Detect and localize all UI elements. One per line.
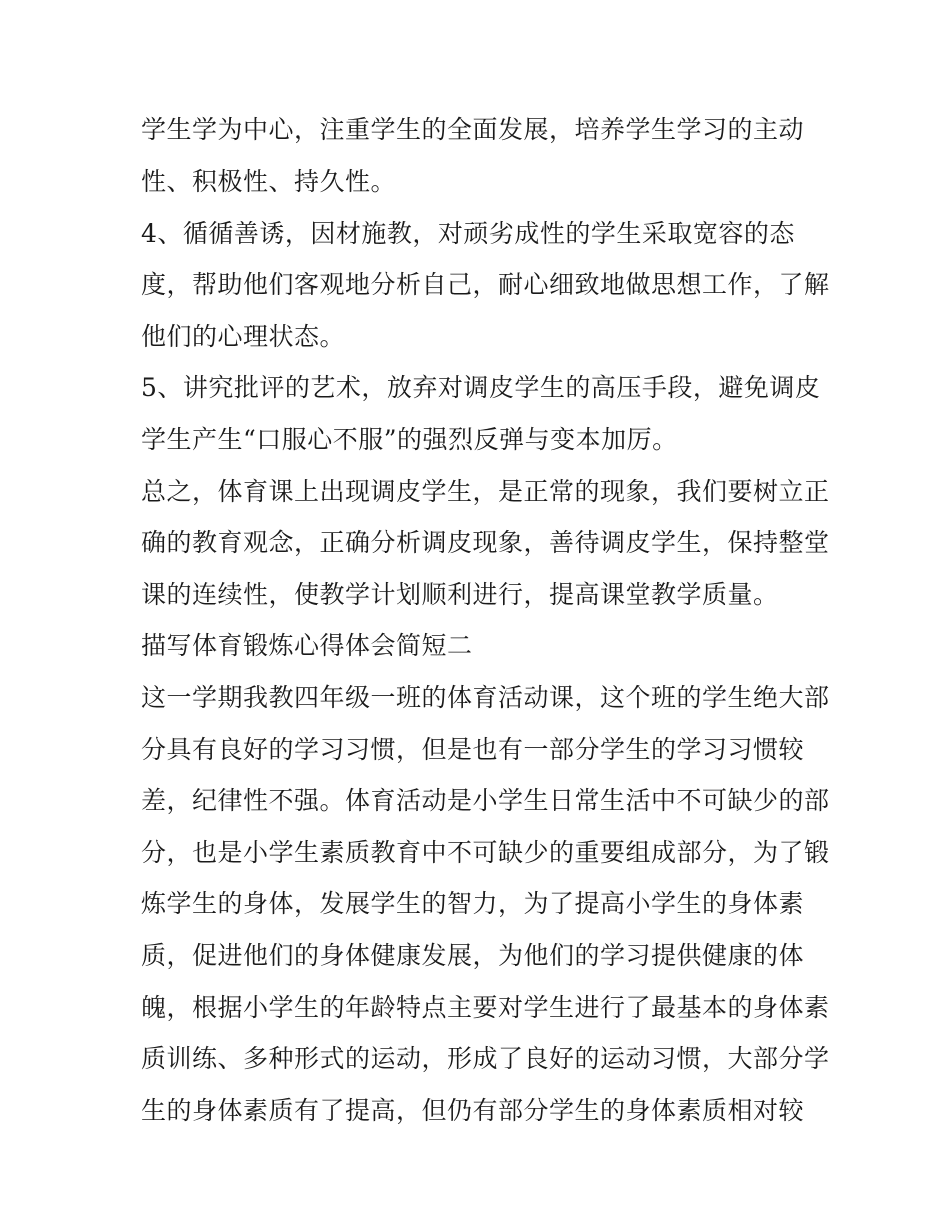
text-line: 确的教育观念，正确分析调皮现象，善待调皮学生，保持整堂: [141, 528, 830, 557]
text-line: 质，促进他们的身体健康发展，为他们的学习提供健康的体: [141, 941, 805, 970]
text-line: 分，也是小学生素质教育中不可缺少的重要组成部分，为了锻: [141, 838, 830, 867]
text-line: 课的连续性，使教学计划顺利进行，提高课堂教学质量。: [141, 580, 779, 609]
text-line: 这一学期我教四年级一班的体育活动课，这个班的学生绝大部: [141, 683, 830, 712]
text-line: 魄，根据小学生的年龄特点主要对学生进行了最基本的身体素: [141, 993, 830, 1022]
text-line: 他们的心理状态。: [141, 322, 346, 351]
text-line: 质训练、多种形式的运动，形成了良好的运动习惯，大部分学: [141, 1044, 830, 1073]
text-line: 性、积极性、持久性。: [141, 167, 397, 196]
text-line: 炼学生的身体，发展学生的智力，为了提高小学生的身体素: [141, 889, 805, 918]
text-line: 总之，体育课上出现调皮学生，是正常的现象，我们要树立正: [141, 477, 830, 506]
text-line: 差，纪律性不强。体育活动是小学生日常生活中不可缺少的部: [141, 786, 830, 815]
text-line: 5、讲究批评的艺术，放弃对调皮学生的高压手段，避免调皮: [141, 373, 821, 402]
section-heading: 描写体育锻炼心得体会简短二: [141, 631, 473, 660]
text-line: 4、循循善诱，因材施教，对顽劣成性的学生采取宽容的态: [141, 219, 795, 248]
text-line: 度，帮助他们客观地分析自己，耐心细致地做思想工作，了解: [141, 270, 830, 299]
text-line: 分具有良好的学习习惯，但是也有一部分学生的学习习惯较: [141, 735, 805, 764]
text-line: 学生学为中心，注重学生的全面发展，培养学生学习的主动: [141, 115, 805, 144]
text-line: 学生产生“口服心不服”的强烈反弹与变本加厉。: [141, 425, 678, 454]
text-line: 生的身体素质有了提高，但仍有部分学生的身体素质相对较: [141, 1096, 805, 1125]
